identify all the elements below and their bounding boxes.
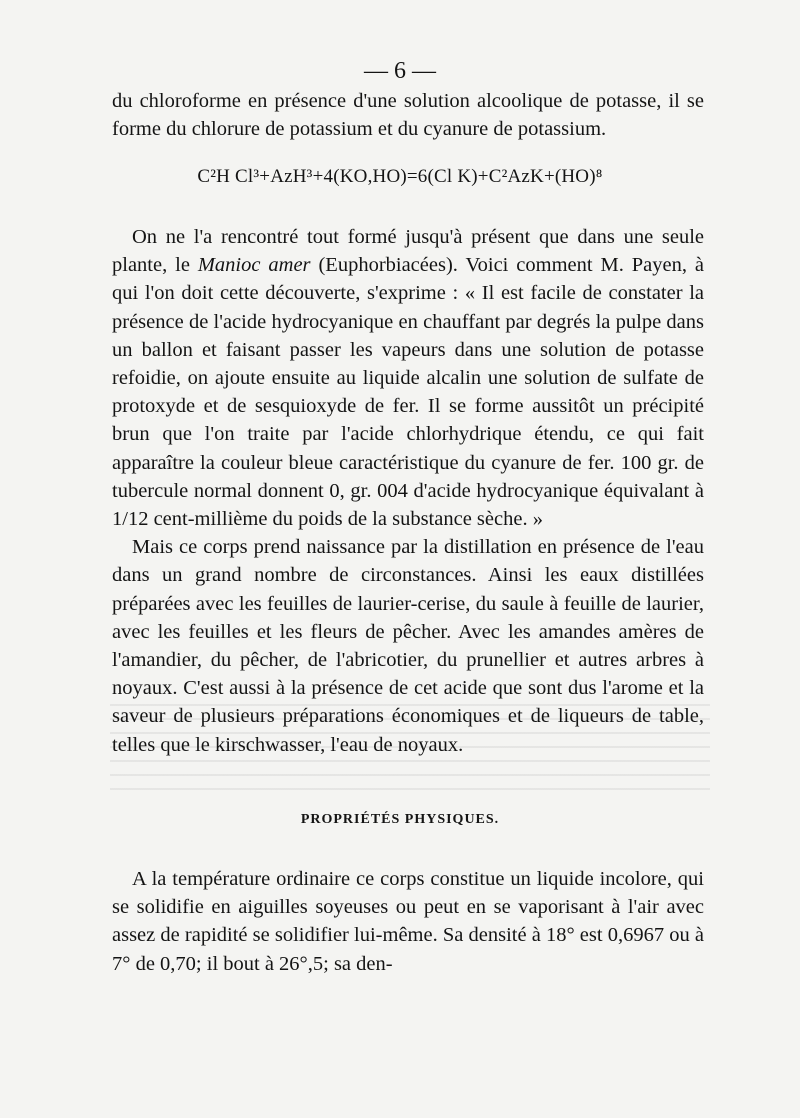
paragraph-4: A la température ordinaire ce corps constitue un liquide incolore, qui se solidifie en aiguilles soyeuses ou peut en se vaporisant à l'air avec assez de rapidité se solidifier lui-même. Sa densité à 18° est 0,6967 ou à 7° de 0,70; il bout à 26°,5; sa den- (112, 868, 704, 975)
plant-name-italic: Manioc amer (197, 254, 311, 277)
paragraph-continuation (112, 87, 704, 143)
section-heading: PROPRIÉTÉS PHYSIQUES. (300, 812, 500, 827)
paragraph-2-after: (Euphorbiacées). Voici comment M. Payen, à qui l'on doit cette découverte, s'exprime : « Il est facile de constater la présence de l'acide hydrocyanique en chauffant par degrés la pulpe dans un ballon et faisant passer les vapeurs dans une solution de potasse refoidie, on ajoute ensuite au liquide alcalin une solution de sulfate de protoxyde et de sesquioxyde de fer. Il se forme aussitôt un précipité brun que l'on traite par l'acide chlorhydrique étendu, ce qui fait apparaître la couleur bleue caractéristique du cyanure de fer. 100 gr. de tubercule normal donnent 0, gr. 004 d'acide hydrocyanique équivalant à 1/12 cent-millième du poids de la substance sèche. » (112, 254, 705, 531)
paragraph-2-before: On ne l'a rencontré tout formé jusqu'à présent que dans une seule plante, le (112, 226, 704, 277)
page-number: — 6 — (364, 58, 436, 84)
paragraph-2 (112, 223, 704, 533)
paragraph-1: du chloroforme en présence d'une solution alcoolique de potasse, il se forme du chlorure de potassium et du cyanure de potassium. (112, 90, 704, 141)
chemical-equation: C²H Cl³+AzH³+4(KO,HO)=6(Cl K)+C²AzK+(HO)⁸ (197, 166, 603, 187)
section-body (112, 865, 704, 978)
body-paragraphs (112, 223, 704, 759)
paragraph-3: Mais ce corps prend naissance par la distillation en présence de l'eau dans un grand nombre de circonstances. Ainsi les eaux distillées préparées avec les feuilles de laurier-cerise, du saule à feuille de laurier, avec les feuilles et les fleurs de pêcher. Avec les amandes amères de l'amandier, du pêcher, de l'abricotier, du prunellier et autres arbres à noyaux. C'est aussi à la présence de cet acide que sont dus l'arome et la saveur de plusieurs préparations économiques et de liqueurs de table, telles que le kirschwasser, l'eau de noyaux. (112, 536, 704, 756)
